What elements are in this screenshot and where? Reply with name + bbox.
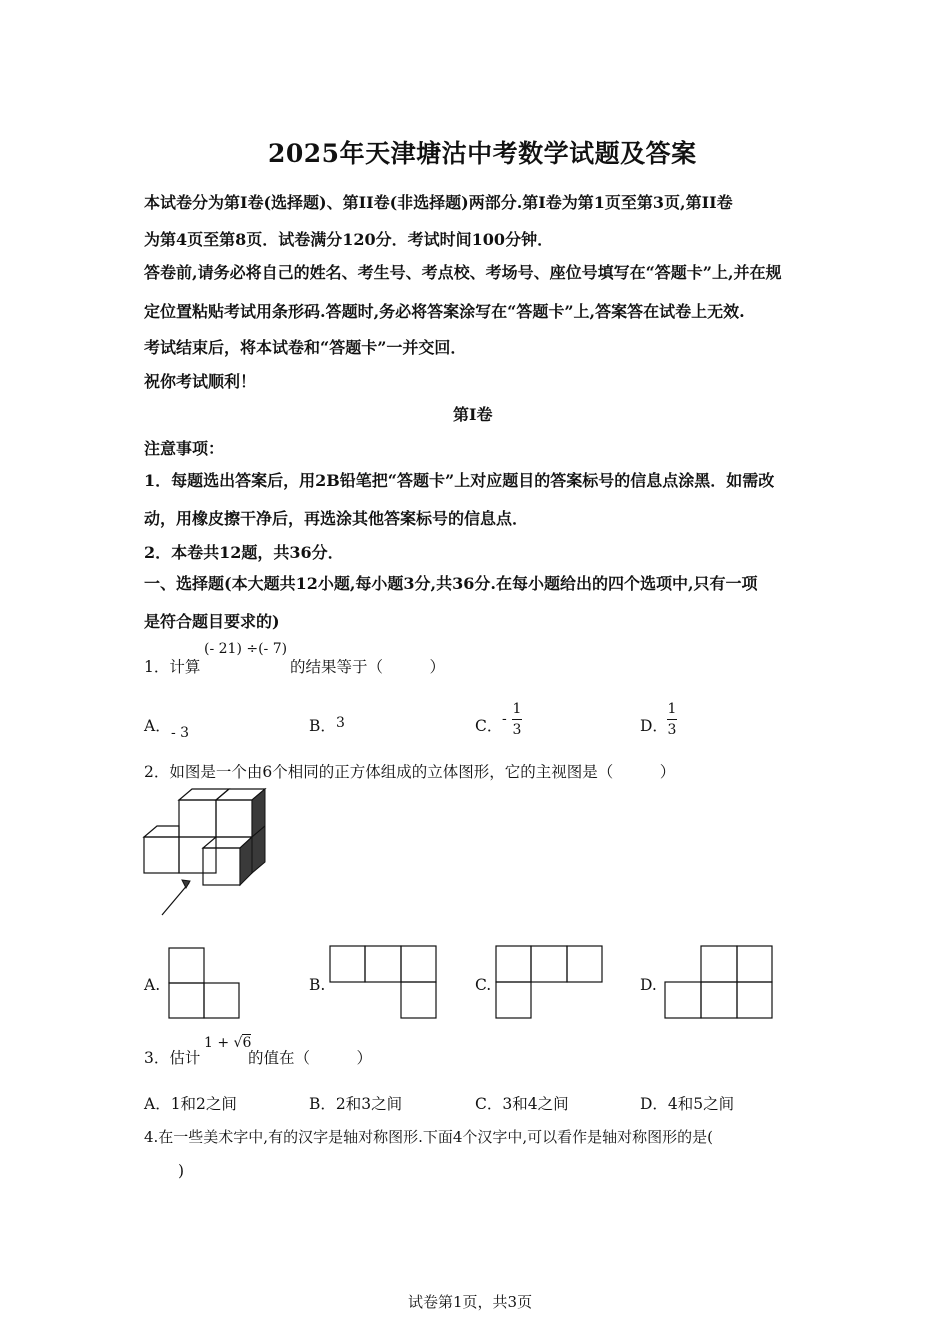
q1-option-c-numerator: 1	[512, 701, 522, 717]
q2-option-d-view[interactable]	[664, 945, 774, 1019]
intro-line-3: 答卷前,请务必将自己的姓名、考生号、考点校、考场号、座位号填写在“答题卡”上,并在规	[144, 263, 782, 282]
intro-line-1: 本试卷分为第Ⅰ卷(选择题)、第II卷(非选择题)两部分.第Ⅰ卷为第1页至第3页,第II卷	[144, 193, 733, 212]
q3-prefix: 3．估计	[144, 1049, 201, 1067]
q3-option-a: A．1和2之间	[144, 1095, 237, 1113]
q1-expression: (- 21) ÷(- 7)	[204, 641, 288, 657]
q3-option-b: B．2和3之间	[309, 1095, 403, 1113]
cube-side-face	[240, 837, 252, 885]
part-title-line-1: 一、选择题(本大题共12小题,每小题3分,共36分.在每小题给出的四个选项中,只有一项	[144, 574, 758, 593]
q1-option-b-value: 3	[336, 715, 345, 731]
q2-option-b-view[interactable]	[329, 945, 438, 1019]
cube-front-face	[144, 837, 179, 873]
q1-option-a-value: - 3	[171, 725, 190, 741]
q1-option-c-fraction	[512, 702, 522, 737]
section-heading: 第Ⅰ卷	[453, 405, 493, 424]
q1-option-c-sign: -	[502, 711, 507, 727]
q1-prefix: 1．计算	[144, 658, 201, 676]
intro-line-5: 考试结束后，将本试卷和“答题卡”一并交回．	[144, 338, 467, 357]
q3-suffix: 的值在（ ）	[248, 1049, 373, 1067]
q2-option-c-label: C.	[475, 976, 492, 994]
q1-option-d-label: D．	[640, 717, 668, 735]
q2-option-c-view[interactable]	[495, 945, 604, 1019]
note-line-2: 动，用橡皮擦干净后，再选涂其他答案标号的信息点．	[144, 509, 529, 528]
arrow-head	[182, 880, 190, 888]
q3-option-d: D．4和5之间	[640, 1095, 735, 1113]
page-title: 2025年天津塘沽中考数学试题及答案	[268, 139, 697, 168]
cube-front-face	[216, 800, 252, 837]
q1-suffix: 的结果等于（ ）	[290, 658, 446, 676]
q2-text: 2．如图是一个由6个相同的正方体组成的立体图形，它的主视图是（ ）	[144, 763, 676, 781]
q3-radicand: 6	[242, 1035, 252, 1051]
radical-sign: √	[233, 1035, 243, 1051]
q2-option-a-label: A.	[144, 976, 161, 994]
q1-option-a-label: A．	[144, 717, 171, 735]
intro-line-4: 定位置粘贴考试用条形码.答题时,务必将答案涂写在“答题卡”上,答案答在试卷上无效.	[144, 302, 745, 321]
cube-top-face	[144, 826, 179, 837]
notes-heading: 注意事项：	[144, 439, 225, 458]
q1-option-d-fraction	[667, 702, 677, 737]
cube-front-face	[179, 800, 216, 837]
cube-front-face	[203, 848, 240, 885]
q1-option-c-label: C．	[475, 717, 503, 735]
q1-option-d-denominator: 3	[667, 722, 677, 738]
q1-option-d-numerator: 1	[667, 701, 677, 717]
intro-line-6: 祝你考试顺利！	[144, 372, 257, 391]
q2-option-d-label: D.	[640, 976, 657, 994]
intro-line-2: 为第4页至第8页．试卷满分120分．考试时间100分钟．	[144, 230, 554, 249]
q2-option-a-view[interactable]	[168, 947, 240, 1019]
q1-option-c-denominator: 3	[512, 722, 522, 738]
q3-option-c: C．3和4之间	[475, 1095, 569, 1113]
q4-line-1: 4.在一些美术字中,有的汉字是轴对称图形.下面4个汉字中,可以看作是轴对称图形的是(	[144, 1128, 714, 1146]
q4-line-2: )	[178, 1162, 185, 1180]
note-line-1: 1．每题选出答案后，用2B铅笔把“答题卡”上对应题目的答案标号的信息点涂黑．如需改	[144, 471, 775, 490]
page-footer: 试卷第1页，共3页	[408, 1293, 533, 1311]
q3-expression-base: 1 +	[204, 1035, 234, 1051]
q3-expression	[204, 1035, 251, 1051]
note-line-3: 2．本卷共12题，共36分．	[144, 543, 344, 562]
q2-option-b-label: B.	[309, 976, 326, 994]
cube-top-face	[179, 789, 229, 800]
part-title-line-2: 是符合题目要求的)	[144, 612, 280, 631]
q2-cube-figure	[140, 784, 270, 920]
view-direction-arrow	[162, 883, 189, 915]
q1-option-b-label: B．	[309, 717, 336, 735]
